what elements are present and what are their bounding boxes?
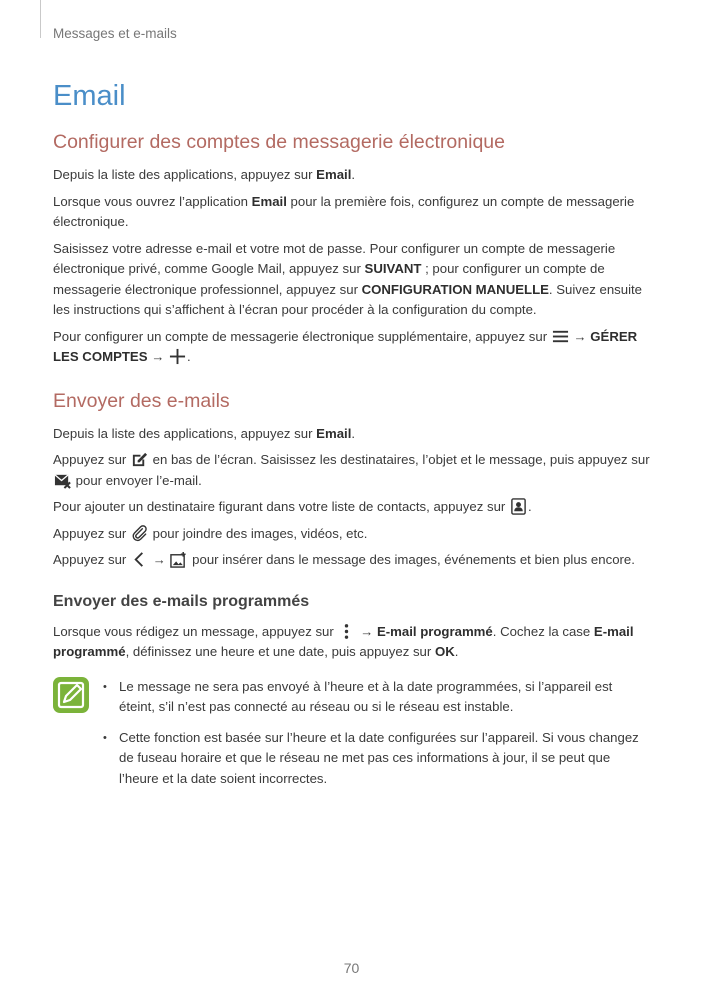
contact-icon xyxy=(510,498,527,515)
insert-image-icon xyxy=(170,551,187,568)
note-box xyxy=(53,677,651,790)
back-arrow-icon xyxy=(131,551,148,568)
config-p4: Pour configurer un compte de messagerie électronique supplémentaire, appuyez sur → GÉRER LES COMPTES → . xyxy=(53,328,638,364)
send-p2: Appuyez sur en bas de l’écran. Saisissez les destinataires, l’objet et le message, puis appuyez sur pour envoyer l’e-mail. xyxy=(53,452,650,488)
page-title: Email xyxy=(53,80,126,112)
note-item-1: • Le message ne sera pas envoyé à l’heure et à la date programmées, si l’appareil est éteint, s’il n’est pas connecté au réseau ou si le réseau est instable. xyxy=(103,678,613,714)
header-divider xyxy=(40,0,41,38)
config-p2: Lorsque vous ouvrez l’application Email pour la première fois, configurez un compte de messagerie électronique. xyxy=(53,193,635,229)
config-p3: Saisissez votre adresse e-mail et votre mot de passe. Pour configurer un compte de messagerie électronique privé, comme Google Mail, appuyez sur SUIVANT ; pour configurer un compte de messagerie électronique professionnel, appuyez sur CONFIGURATION MANUELLE. Suivez ensuite les instructions qui s’affichent à l’écran pour procéder à la configuration du compte. xyxy=(53,240,643,317)
section-header: Messages et e-mails xyxy=(53,26,177,41)
send-p3: Pour ajouter un destinataire figurant dans votre liste de contacts, appuyez sur . xyxy=(53,499,532,514)
config-section xyxy=(53,131,651,368)
send-p4: Appuyez sur pour joindre des images, vidéos, etc. xyxy=(53,525,368,541)
plus-icon xyxy=(169,348,186,365)
config-heading: Configurer des comptes de messagerie électronique xyxy=(53,131,505,153)
paperclip-icon xyxy=(131,525,148,542)
config-p1: Depuis la liste des applications, appuyez sur Email. xyxy=(53,167,356,182)
scheduled-p1: Lorsque vous rédigez un message, appuyez sur → E-mail programmé. Cochez la case E-mail programmé, définissez une heure et une date, puis appuyez sur OK. xyxy=(53,623,634,659)
send-p5: Appuyez sur → pour insérer dans le message des images, événements et bien plus encore. xyxy=(53,552,635,567)
send-icon xyxy=(54,472,71,489)
send-heading: Envoyer des e-mails xyxy=(53,389,230,412)
scheduled-section xyxy=(53,593,651,663)
send-p1: Depuis la liste des applications, appuyez sur Email. xyxy=(53,425,356,441)
more-options-icon xyxy=(338,623,355,640)
page-content xyxy=(53,80,651,799)
note-icon xyxy=(53,677,89,713)
send-section xyxy=(53,390,651,571)
menu-icon xyxy=(552,328,569,345)
scheduled-heading: Envoyer des e-mails programmés xyxy=(53,592,310,610)
note-item-2: • Cette fonction est basée sur l’heure et la date configurées sur l’appareil. Si vous changez de fuseau horaire et que le réseau ne met pas ces informations à jour, il se peut que l’heure et la date soient incorrectes. xyxy=(103,729,639,786)
compose-icon xyxy=(131,451,148,468)
page-number: 70 xyxy=(343,960,360,976)
